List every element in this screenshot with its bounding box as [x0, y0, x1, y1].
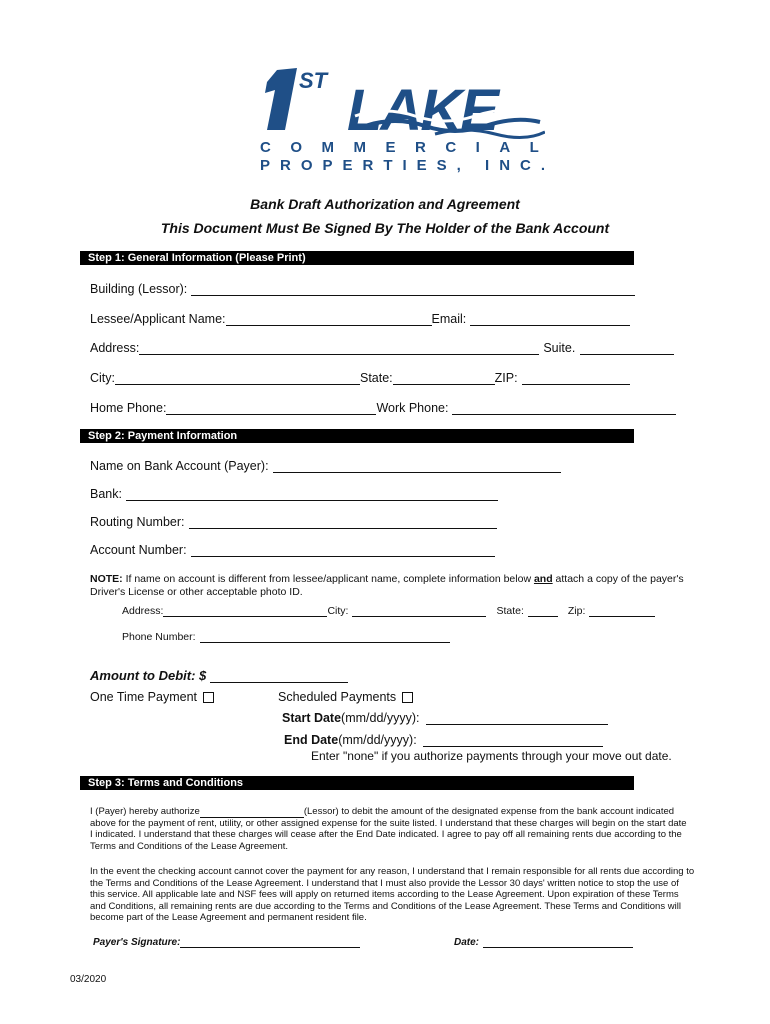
step1-heading: Step 1: General Information (Please Print) [80, 251, 634, 265]
building-field [90, 282, 635, 296]
bank-label: Bank: [90, 487, 122, 501]
amount-input[interactable] [210, 669, 348, 683]
svg-text:PROPERTIES, INC.: PROPERTIES, INC. [260, 157, 545, 174]
home-phone-input[interactable] [166, 401, 376, 415]
work-phone-input[interactable] [452, 401, 676, 415]
document-subtitle: This Document Must Be Signed By The Holder of the Bank Account [160, 220, 610, 236]
zip-label: ZIP: [494, 371, 518, 385]
svg-text:ST: ST [299, 68, 328, 93]
state-input[interactable] [393, 371, 495, 385]
signature-input[interactable] [180, 936, 360, 948]
date-input[interactable] [483, 936, 633, 948]
name-on-account-label: Name on Bank Account (Payer): [90, 459, 269, 473]
name-on-account-row [90, 459, 561, 473]
end-date-label: End Date [284, 733, 339, 747]
payer-phone-label: Phone Number: [122, 631, 196, 643]
end-date-format: (mm/dd/yyyy): [338, 733, 417, 747]
note-text-1: If name on account is different from lessee/applicant name, complete information below [122, 573, 534, 585]
terms-p1-line4: Terms and Conditions of the Lease Agreement. [90, 840, 289, 852]
payer-address-label: Address: [122, 605, 164, 617]
zip-input[interactable] [522, 371, 630, 385]
routing-label: Routing Number: [90, 515, 185, 529]
home-phone-label: Home Phone: [90, 401, 167, 415]
terms-paragraph-2 [90, 866, 740, 924]
payer-address-input[interactable] [163, 605, 327, 617]
city-input[interactable] [115, 371, 360, 385]
one-time-label: One Time Payment [90, 690, 197, 704]
payer-phone-input[interactable] [200, 631, 450, 643]
payer-address-row [122, 605, 655, 617]
name-on-account-input[interactable] [273, 459, 561, 473]
signature-label: Payer's Signature: [93, 937, 181, 948]
suite-label: Suite. [543, 341, 576, 355]
note-line2: Driver's License or other acceptable photo ID. [90, 585, 303, 598]
terms-p2-line2: the Terms and Conditions of the Lease Agreement. I understand that I must also provide the Lessor 30 days' written notice to stop the use of [90, 877, 679, 889]
routing-input[interactable] [189, 515, 497, 529]
step3-heading: Step 3: Terms and Conditions [80, 776, 634, 790]
note-block [90, 573, 740, 598]
payer-zip-input[interactable] [589, 605, 655, 617]
terms-paragraph-1 [90, 806, 740, 852]
payer-city-input[interactable] [352, 605, 486, 617]
start-date-label: Start Date [282, 711, 342, 725]
amount-label: Amount to Debit: $ [90, 668, 207, 683]
note-label: NOTE: [90, 573, 123, 585]
routing-row [90, 515, 497, 529]
suite-input[interactable] [580, 341, 674, 355]
phone-row [90, 401, 676, 415]
state-label: State: [360, 371, 393, 385]
svg-text:COMMERCIAL: COMMERCIAL [260, 139, 545, 156]
company-logo [255, 60, 545, 175]
document-title: Bank Draft Authorization and Agreement [250, 196, 520, 212]
step2-heading: Step 2: Payment Information [80, 429, 634, 443]
payer-state-input[interactable] [528, 605, 558, 617]
account-input[interactable] [191, 543, 495, 557]
city-row [90, 371, 630, 385]
bank-input[interactable] [126, 487, 498, 501]
account-label: Account Number: [90, 543, 187, 557]
address-input[interactable] [139, 341, 539, 355]
payer-state-label: State: [496, 605, 524, 617]
start-date-row [282, 711, 608, 725]
scheduled-checkbox[interactable] [402, 692, 413, 703]
signature-row [93, 936, 360, 948]
end-date-row [284, 733, 603, 747]
date-label: Date: [454, 937, 480, 948]
bank-row [90, 487, 498, 501]
start-date-input[interactable] [426, 711, 608, 725]
note-text-2: attach a copy of the payer's [552, 573, 684, 585]
amount-row [90, 668, 348, 683]
one-time-option[interactable] [90, 690, 214, 704]
start-date-format: (mm/dd/yyyy): [341, 711, 420, 725]
email-input[interactable] [470, 312, 630, 326]
account-row [90, 543, 495, 557]
lessee-name-label: Lessee/Applicant Name: [90, 312, 226, 326]
terms-authorize-start: I (Payer) hereby authorize [90, 806, 200, 817]
payer-zip-label: Zip: [567, 605, 586, 617]
terms-p2-line3: this service. All applicable late and NSF fees will apply on returned items according to the Lease Agreement. Upon expiration of these Terms [90, 889, 679, 900]
revision-date: 03/2020 [70, 974, 107, 985]
enter-none-note: Enter "none" if you authorize payments through your move out date. [311, 749, 672, 763]
scheduled-label: Scheduled Payments [278, 690, 397, 704]
end-date-input[interactable] [423, 733, 603, 747]
city-label: City: [90, 371, 115, 385]
building-label: Building (Lessor): [90, 282, 188, 296]
terms-p2-line4: and Conditions, all remaining rents are due according to the Terms and Conditions of the Lease Agreement. These Terms and Conditions will [90, 900, 681, 912]
note-and: and [533, 573, 553, 585]
lessor-name-input[interactable] [200, 807, 304, 818]
building-input[interactable] [191, 282, 635, 296]
address-label: Address: [90, 341, 140, 355]
work-phone-label: Work Phone: [376, 401, 449, 415]
lessee-row [90, 312, 630, 326]
one-time-checkbox[interactable] [203, 692, 214, 703]
address-row [90, 341, 674, 355]
terms-authorize-rest: (Lessor) to debit the amount of the designated expense from the bank account indicated [303, 806, 675, 817]
terms-p1-line2: above for the payment of rent, utility, or other assigned expense for the suite listed. I understand that these charges will begin on the start date [90, 817, 687, 829]
payer-city-label: City: [327, 605, 349, 617]
email-label: Email: [431, 312, 467, 326]
lessee-name-input[interactable] [226, 312, 432, 326]
svg-text:LAKE: LAKE [347, 78, 497, 143]
terms-p1-line3: I indicated. I understand that these charges will cease after the End Date indicated. I agree to pay off all remaining rents due according to the [90, 829, 682, 840]
payer-phone-row [122, 631, 450, 643]
date-row [454, 936, 633, 948]
terms-p2-line1: In the event the checking account cannot cover the payment for any reason, I understand that I remain responsible for all rents due according to [90, 866, 695, 877]
terms-p2-line5: become part of the Lease Agreement and permanent resident file. [90, 912, 367, 923]
scheduled-option[interactable] [278, 690, 413, 704]
